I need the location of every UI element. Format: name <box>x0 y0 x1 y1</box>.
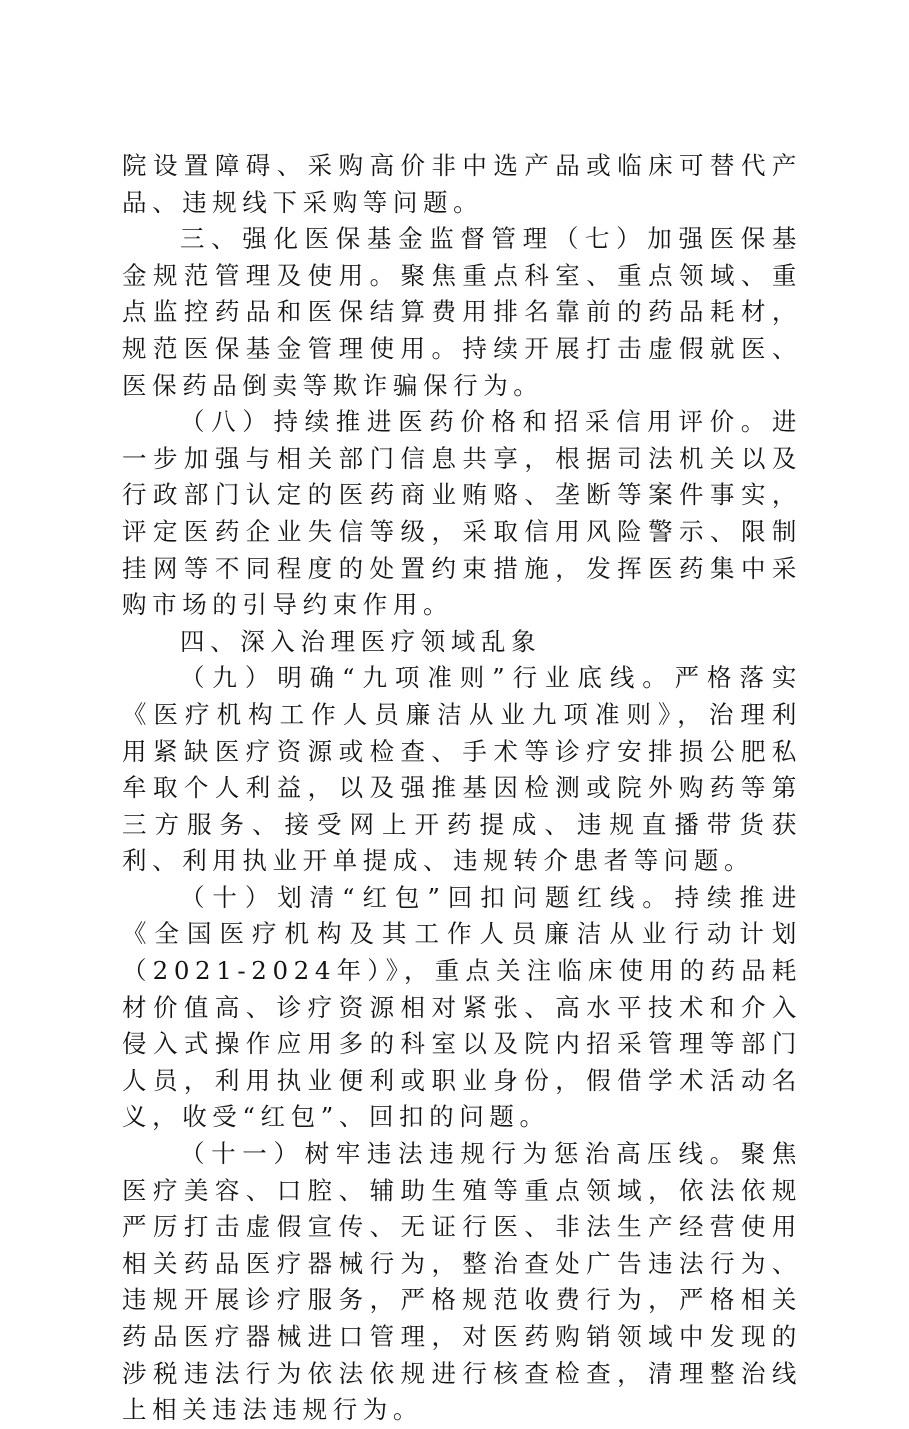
paragraph-item-ten: （十）划清“红包”回扣问题红线。持续推进《全国医疗机构及其工作人员廉洁从业行动计划（2021-2024年）》，重点关注临床使用的药品耗材价值高、诊疗资源相对紧张、高水平技术和介入侵入式操作应用多的科室以及院内招采管理等部门人员，利用执业便利或职业身份，假借学术活动名义，收受“红包”、回扣的问题。 <box>122 882 802 1132</box>
paragraph-continuation: 院设置障碍、采购高价非中选产品或临床可替代产品、违规线下采购等问题。 <box>122 151 802 217</box>
paragraph-item-eight: （八）持续推进医药价格和招采信用评价。进一步加强与相关部门信息共享，根据司法机关以及行政部门认定的医药商业贿赂、垄断等案件事实，评定医药企业失信等级，采取信用风险警示、限制挂网等不同程度的处置约束措施，发挥医药集中采购市场的引导约束作用。 <box>122 407 802 620</box>
paragraph-section-three-item-seven: 三、强化医保基金监督管理（七）加强医保基金规范管理及使用。聚焦重点科室、重点领域、重点监控药品和医保结算费用排名靠前的药品耗材，规范医保基金管理使用。持续开展打击虚假就医、医保药品倒卖等欺诈骗保行为。 <box>122 224 802 400</box>
paragraph-item-nine: （九）明确“九项准则”行业底线。严格落实《医疗机构工作人员廉洁从业九项准则》，治理利用紧缺医疗资源或检查、手术等诊疗安排损公肥私牟取个人利益，以及强推基因检测或院外购药等第三方服务、接受网上开药提成、违规直播带货获利、利用执业开单提成、违规转介患者等问题。 <box>122 663 802 876</box>
section-heading-four: 四、深入治理医疗领域乱象 <box>180 626 542 656</box>
paragraph-item-eleven: （十一）树牢违法违规行为惩治高压线。聚焦医疗美容、口腔、辅助生殖等重点领域，依法依规严厉打击虚假宣传、无证行医、非法生产经营使用相关药品医疗器械行为，整治查处广告违法行为、违规开展诊疗服务，严格规范收费行为，严格相关药品医疗器械进口管理，对医药购销领域中发现的涉税违法行为依法依规进行核查检查，清理整治线上相关违法违规行为。 <box>122 1139 802 1425</box>
document-body <box>122 148 802 1429</box>
